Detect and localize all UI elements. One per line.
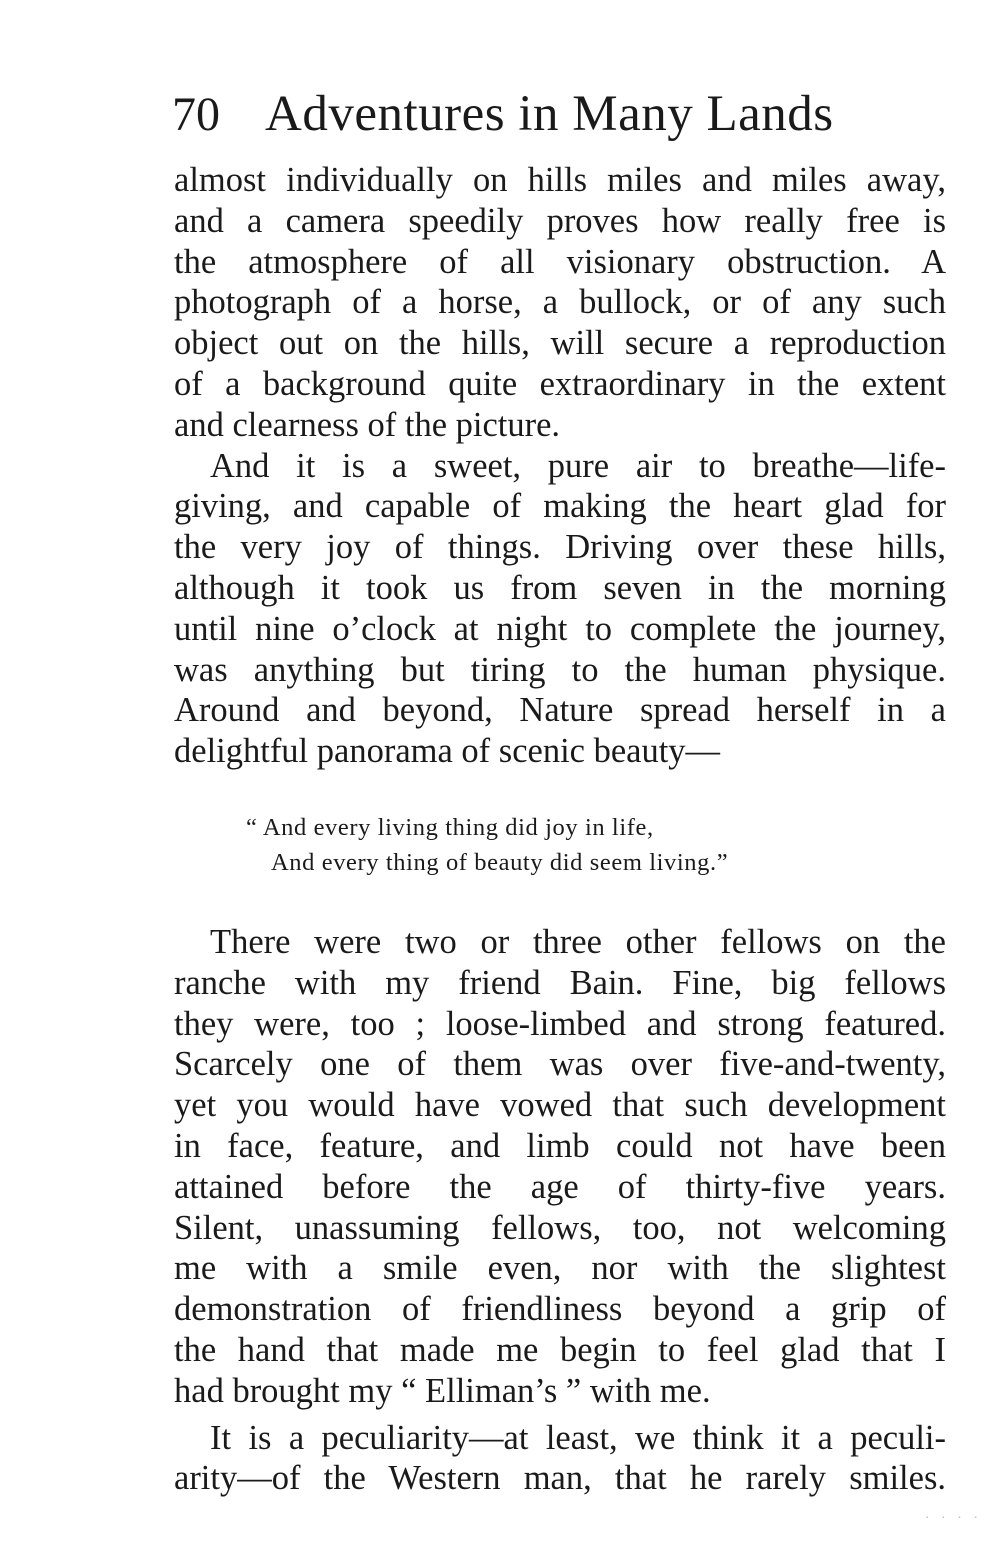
text-line: the hand that made me begin to feel glad that I	[174, 1330, 946, 1369]
text-line: the very joy of things. Driving over these hills,	[174, 528, 946, 567]
page-number: 70	[172, 88, 220, 141]
text-line: the atmosphere of all visionary obstruction. A	[174, 242, 946, 281]
text-line: me with a smile even, nor with the slightest	[174, 1249, 946, 1288]
text-line: in face, feature, and limb could not have been	[174, 1126, 946, 1165]
text-line: There were two or three other fellows on the	[210, 922, 946, 961]
verse-quotation	[246, 810, 946, 880]
text-line: was anything but tiring to the human physique.	[174, 650, 946, 689]
text-line: they were, too ; loose-limbed and strong featured.	[174, 1004, 946, 1043]
text-line: Scarcely one of them was over five-and-twenty,	[174, 1045, 946, 1084]
text-line: attained before the age of thirty-five years.	[174, 1167, 946, 1206]
text-line: photograph of a horse, a bullock, or of any such	[174, 283, 946, 322]
text-line: delightful panorama of scenic beauty—	[174, 732, 721, 771]
text-line: Silent, unassuming fellows, too, not welcoming	[174, 1208, 946, 1247]
text-line: Around and beyond, Nature spread herself in a	[174, 691, 946, 730]
text-line: giving, and capable of making the heart glad for	[174, 487, 946, 526]
text-line: It is a peculiarity—at least, we think it a peculi-	[210, 1418, 946, 1457]
verse-line: And every thing of beauty did seem living.”	[271, 848, 729, 876]
verse-line: “ And every living thing did joy in life,	[246, 813, 654, 841]
running-head	[172, 82, 912, 146]
text-line: arity—of the Western man, that he rarely smiles.	[174, 1459, 946, 1498]
text-line: and clearness of the picture.	[174, 405, 561, 444]
text-line: demonstration of friendliness beyond a grip of	[174, 1290, 946, 1329]
scan-artifact-dots: · · · ·	[924, 1511, 982, 1526]
book-title: Adventures in Many Lands	[265, 86, 834, 142]
paragraph-sweet-air	[174, 446, 946, 772]
text-line: ranche with my friend Bain. Fine, big fellows	[174, 963, 946, 1002]
body-text	[174, 160, 946, 1499]
text-line: and a camera speedily proves how really free is	[174, 201, 946, 240]
text-line: although it took us from seven in the morning	[174, 568, 946, 607]
paragraph-fellows	[174, 922, 946, 1412]
text-line: of a background quite extraordinary in the extent	[174, 364, 946, 403]
text-line: had brought my “ Elliman’s ” with me.	[174, 1371, 711, 1410]
text-line: object out on the hills, will secure a reproduction	[174, 324, 946, 363]
paragraph-continued	[174, 160, 946, 446]
text-line: almost individually on hills miles and miles away,	[174, 161, 946, 199]
text-line: yet you would have vowed that such development	[174, 1086, 946, 1125]
text-line: And it is a sweet, pure air to breathe—life-	[210, 446, 946, 485]
paragraph-peculiarity	[174, 1418, 946, 1500]
text-line: until nine o’clock at night to complete the journey,	[174, 609, 946, 648]
